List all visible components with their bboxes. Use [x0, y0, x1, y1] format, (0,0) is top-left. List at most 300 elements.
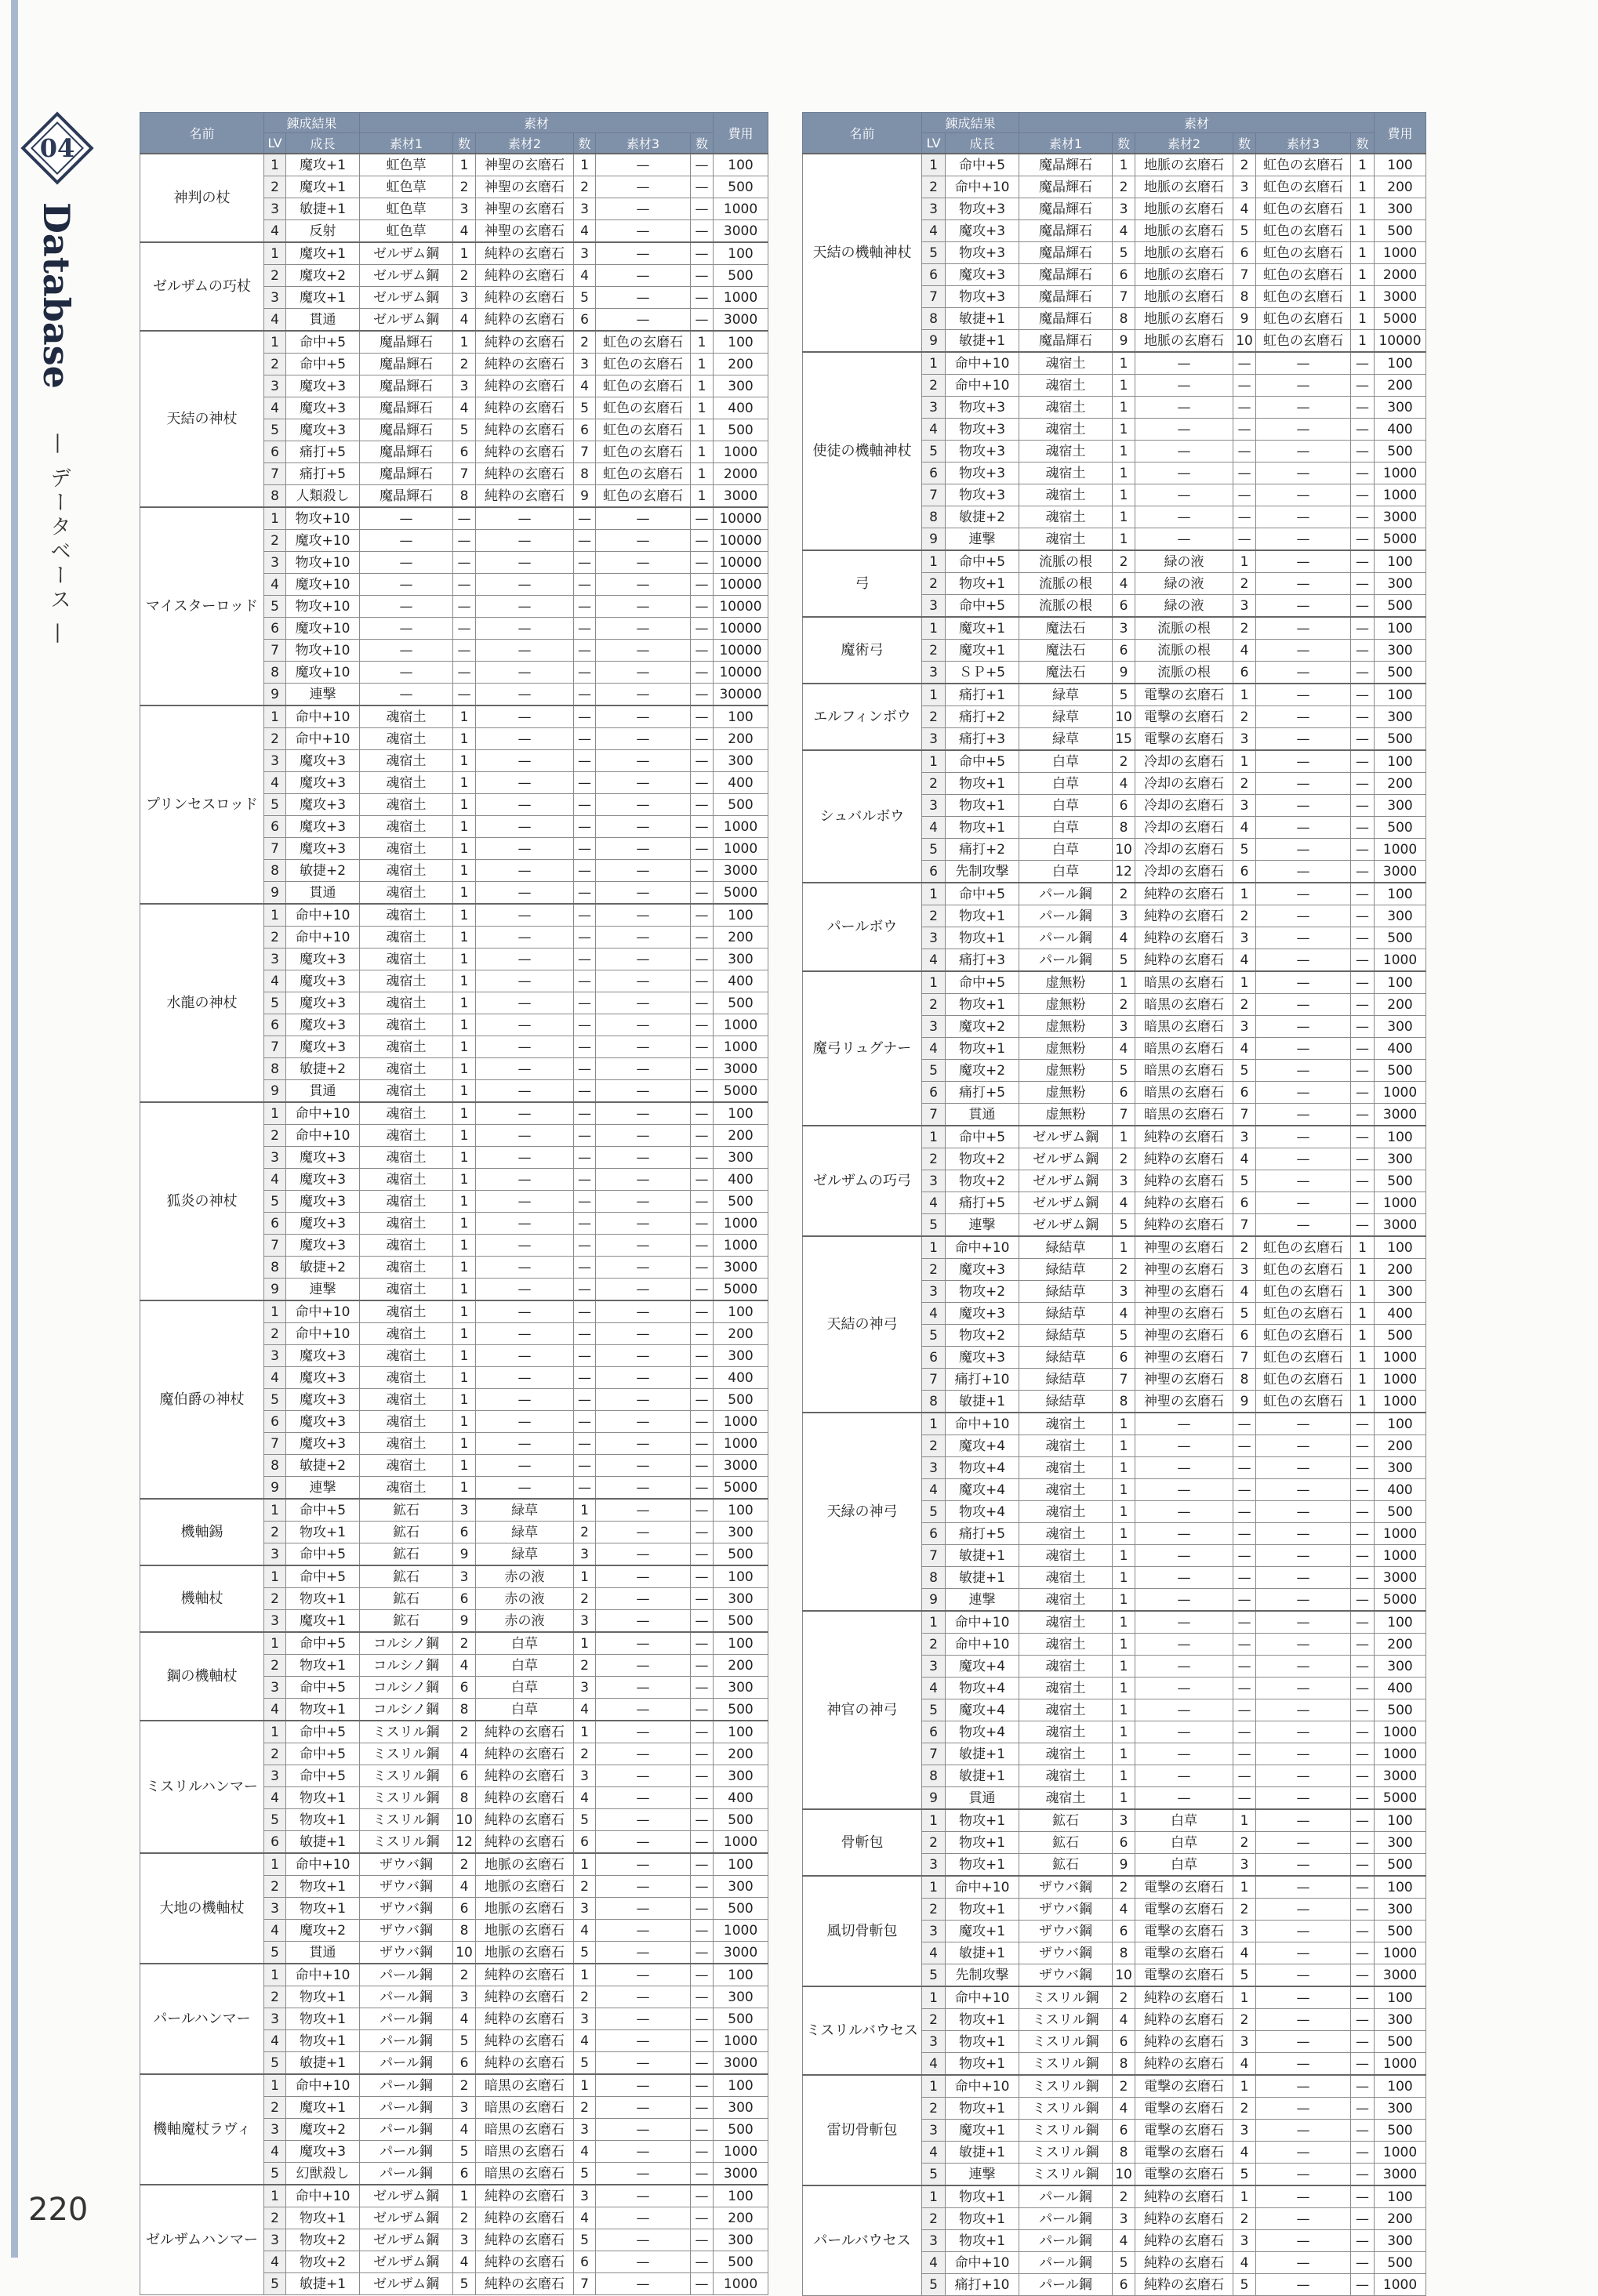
- material2-cell: 地脈の玄磨石: [476, 1853, 574, 1876]
- material3-count-cell: —: [691, 904, 714, 927]
- material2-cell: —: [476, 816, 574, 838]
- cost-cell: 1000: [714, 2273, 768, 2295]
- lv-cell: 5: [264, 2163, 286, 2185]
- material3-cell: —: [596, 860, 691, 882]
- growth-cell: 貫通: [286, 309, 360, 332]
- material3-count-cell: —: [1351, 1678, 1375, 1699]
- material1-cell: 魂宿土: [360, 1102, 453, 1125]
- cost-cell: 1000: [1375, 1743, 1426, 1765]
- growth-cell: 痛打+10: [946, 2274, 1019, 2296]
- material2-count-cell: 7: [574, 441, 596, 463]
- cost-cell: 1000: [1375, 2142, 1426, 2164]
- material1-count-cell: 1: [453, 1367, 476, 1389]
- material3-count-cell: 1: [1351, 264, 1375, 286]
- material1-count-cell: 4: [453, 2008, 476, 2030]
- material3-count-cell: 1: [691, 331, 714, 354]
- header-count: 数: [574, 133, 596, 154]
- cost-cell: 100: [1375, 750, 1426, 773]
- lv-cell: 2: [264, 1743, 286, 1765]
- material2-cell: —: [476, 1191, 574, 1213]
- material1-count-cell: 1: [453, 1477, 476, 1500]
- material2-count-cell: 4: [574, 1699, 596, 1721]
- material1-cell: パール鋼: [360, 2030, 453, 2052]
- cost-cell: 500: [714, 1543, 768, 1566]
- material2-count-cell: 1: [1233, 883, 1256, 905]
- lv-cell: 2: [922, 2009, 946, 2031]
- material2-count-cell: 5: [574, 397, 596, 419]
- material1-cell: 白草: [1019, 750, 1113, 773]
- material3-count-cell: —: [691, 1920, 714, 1942]
- lv-cell: 8: [922, 308, 946, 330]
- material1-cell: 魂宿土: [1019, 397, 1113, 419]
- material2-cell: 神聖の玄磨石: [476, 220, 574, 243]
- item-name-cell: 機軸錫: [140, 1499, 264, 1565]
- growth-cell: 痛打+5: [286, 441, 360, 463]
- material2-count-cell: 7: [574, 2273, 596, 2295]
- material3-count-cell: —: [691, 2052, 714, 2075]
- material3-count-cell: —: [691, 1147, 714, 1169]
- material1-cell: 魔法石: [1019, 640, 1113, 662]
- material1-count-cell: 4: [1113, 1192, 1135, 1214]
- lv-cell: 6: [922, 462, 946, 484]
- material1-cell: ゼルザム鋼: [1019, 1214, 1113, 1237]
- cost-cell: 10000: [714, 662, 768, 684]
- lv-cell: 3: [922, 2031, 946, 2053]
- cost-cell: 100: [1375, 1611, 1426, 1634]
- material3-cell: —: [1256, 484, 1351, 506]
- growth-cell: 命中+10: [946, 352, 1019, 375]
- growth-cell: 魔攻+2: [946, 1016, 1019, 1038]
- material2-count-cell: 1: [574, 1964, 596, 1986]
- table-row: [140, 1632, 768, 1655]
- material3-cell: —: [1256, 2053, 1351, 2076]
- header-lv: LV: [922, 133, 946, 154]
- material1-cell: 魂宿土: [360, 1257, 453, 1279]
- cost-cell: 300: [1375, 198, 1426, 220]
- material1-cell: 魂宿土: [360, 1058, 453, 1080]
- table-row: [803, 1809, 1426, 1832]
- material1-cell: 魂宿土: [360, 1455, 453, 1477]
- material3-cell: —: [1256, 550, 1351, 573]
- material3-count-cell: —: [1351, 1721, 1375, 1743]
- material2-cell: —: [476, 1080, 574, 1103]
- material2-count-cell: 2: [1233, 1236, 1256, 1259]
- material3-cell: —: [596, 1058, 691, 1080]
- cost-cell: 300: [714, 1588, 768, 1610]
- growth-cell: 魔攻+1: [286, 176, 360, 198]
- material3-count-cell: —: [691, 860, 714, 882]
- growth-cell: 痛打+2: [946, 706, 1019, 728]
- growth-cell: 魔攻+1: [286, 242, 360, 265]
- material2-cell: 純粋の玄磨石: [476, 485, 574, 508]
- lv-cell: 5: [922, 2164, 946, 2186]
- cost-cell: 5000: [714, 1477, 768, 1500]
- material2-count-cell: 6: [1233, 242, 1256, 264]
- lv-cell: 9: [922, 1589, 946, 1612]
- material1-count-cell: 1: [453, 970, 476, 992]
- material1-count-cell: 6: [1113, 2031, 1135, 2053]
- lv-cell: 3: [264, 1345, 286, 1367]
- material2-count-cell: —: [1233, 1765, 1256, 1787]
- material1-cell: ミスリル鋼: [360, 1831, 453, 1854]
- lv-cell: 7: [264, 640, 286, 662]
- cost-cell: 3000: [1375, 506, 1426, 528]
- material3-cell: —: [1256, 1809, 1351, 1832]
- growth-cell: 物攻+1: [286, 2207, 360, 2229]
- material3-cell: —: [1256, 1170, 1351, 1192]
- material1-cell: ゼルザム鋼: [1019, 1126, 1113, 1148]
- material1-count-cell: 6: [453, 2163, 476, 2185]
- material3-count-cell: 1: [1351, 220, 1375, 242]
- material3-count-cell: —: [1351, 1589, 1375, 1612]
- cost-cell: 400: [714, 1367, 768, 1389]
- material3-count-cell: —: [1351, 1214, 1375, 1237]
- material2-count-cell: —: [574, 860, 596, 882]
- material3-count-cell: —: [691, 1942, 714, 1964]
- material2-cell: —: [1135, 1413, 1233, 1435]
- material2-cell: 地脈の玄磨石: [1135, 242, 1233, 264]
- lv-cell: 4: [264, 220, 286, 243]
- growth-cell: 物攻+1: [946, 1809, 1019, 1832]
- material2-count-cell: 1: [1233, 2185, 1256, 2208]
- material2-cell: 白草: [476, 1699, 574, 1721]
- material2-count-cell: 1: [1233, 971, 1256, 994]
- lv-cell: 7: [264, 1036, 286, 1058]
- cost-cell: 300: [714, 1522, 768, 1543]
- material3-count-cell: —: [691, 1080, 714, 1103]
- material1-count-cell: 1: [453, 1300, 476, 1323]
- table-row: [803, 617, 1426, 640]
- material2-cell: —: [1135, 352, 1233, 375]
- lv-cell: 6: [922, 264, 946, 286]
- material3-cell: —: [1256, 1656, 1351, 1678]
- growth-cell: 連撃: [946, 528, 1019, 551]
- material2-count-cell: —: [574, 1477, 596, 1500]
- lv-cell: 5: [264, 419, 286, 441]
- material1-cell: 魂宿土: [1019, 1721, 1113, 1743]
- lv-cell: 5: [264, 596, 286, 618]
- material2-cell: 純粋の玄磨石: [476, 2052, 574, 2075]
- cost-cell: 300: [1375, 2098, 1426, 2120]
- growth-cell: 命中+10: [946, 2075, 1019, 2098]
- material3-count-cell: —: [1351, 1545, 1375, 1567]
- growth-cell: 連撃: [286, 1477, 360, 1500]
- material2-count-cell: 2: [1233, 905, 1256, 927]
- material3-count-cell: —: [1351, 595, 1375, 618]
- material1-count-cell: 1: [453, 154, 476, 176]
- material3-count-cell: —: [1351, 750, 1375, 773]
- cost-cell: 1000: [714, 1831, 768, 1854]
- material1-count-cell: 1: [1113, 375, 1135, 397]
- material1-cell: パール鋼: [360, 1986, 453, 2008]
- cost-cell: 400: [1375, 1038, 1426, 1060]
- material2-count-cell: —: [574, 1345, 596, 1367]
- material2-cell: —: [476, 1213, 574, 1235]
- material2-cell: 純粋の玄磨石: [476, 309, 574, 332]
- cost-cell: 300: [1375, 397, 1426, 419]
- material1-count-cell: 4: [453, 2119, 476, 2141]
- material3-cell: —: [596, 1920, 691, 1942]
- cost-cell: 1000: [714, 198, 768, 220]
- material3-count-cell: 1: [691, 375, 714, 397]
- item-name-cell: マイスターロッド: [140, 507, 264, 705]
- material1-cell: 緑草: [1019, 684, 1113, 706]
- material1-cell: ゼルザム鋼: [360, 2229, 453, 2251]
- material3-count-cell: —: [691, 596, 714, 618]
- material2-cell: —: [1135, 375, 1233, 397]
- lv-cell: 1: [922, 154, 946, 176]
- material2-count-cell: 6: [574, 1831, 596, 1854]
- lv-cell: 3: [264, 1765, 286, 1787]
- material3-cell: —: [596, 1169, 691, 1191]
- lv-cell: 6: [264, 816, 286, 838]
- material1-count-cell: 1: [453, 1213, 476, 1235]
- lv-cell: 6: [922, 861, 946, 883]
- cost-cell: 100: [1375, 352, 1426, 375]
- material3-cell: —: [596, 2163, 691, 2185]
- material3-cell: 虹色の玄磨石: [1256, 198, 1351, 220]
- material2-count-cell: —: [574, 1411, 596, 1433]
- material3-cell: —: [1256, 375, 1351, 397]
- material2-count-cell: 2: [574, 331, 596, 354]
- material2-cell: —: [476, 640, 574, 662]
- material2-count-cell: 3: [1233, 2031, 1256, 2053]
- material1-cell: 魂宿土: [360, 1367, 453, 1389]
- material3-count-cell: 1: [1351, 1369, 1375, 1391]
- material3-cell: —: [1256, 1634, 1351, 1656]
- material1-cell: 魂宿土: [360, 750, 453, 772]
- material3-cell: —: [1256, 1942, 1351, 1964]
- growth-cell: 物攻+1: [286, 1986, 360, 2008]
- growth-cell: 連撃: [946, 1214, 1019, 1237]
- material3-count-cell: 1: [691, 485, 714, 508]
- material3-cell: —: [596, 1588, 691, 1610]
- material2-cell: 純粋の玄磨石: [1135, 2208, 1233, 2230]
- growth-cell: 命中+5: [286, 1499, 360, 1522]
- header-growth: 成長: [946, 133, 1019, 154]
- material3-count-cell: —: [691, 265, 714, 287]
- growth-cell: 命中+5: [286, 1765, 360, 1787]
- material2-cell: 電撃の玄磨石: [1135, 2098, 1233, 2120]
- material2-cell: —: [476, 530, 574, 552]
- material3-cell: —: [596, 750, 691, 772]
- growth-cell: 物攻+2: [946, 1281, 1019, 1303]
- material2-count-cell: —: [574, 1014, 596, 1036]
- lv-cell: 3: [922, 795, 946, 817]
- material2-cell: 神聖の玄磨石: [476, 154, 574, 176]
- cost-cell: 3000: [714, 1455, 768, 1477]
- material2-cell: —: [476, 1455, 574, 1477]
- material1-count-cell: 8: [453, 1787, 476, 1809]
- material3-count-cell: —: [1351, 2009, 1375, 2031]
- material3-cell: —: [596, 242, 691, 265]
- header-cost: 費用: [714, 113, 768, 154]
- material1-count-cell: 1: [453, 242, 476, 265]
- material2-count-cell: 5: [574, 2052, 596, 2075]
- growth-cell: 魔攻+3: [946, 264, 1019, 286]
- material1-count-cell: 2: [1113, 2075, 1135, 2098]
- material2-count-cell: 2: [1233, 1899, 1256, 1921]
- material1-count-cell: —: [453, 662, 476, 684]
- cost-cell: 100: [714, 1964, 768, 1986]
- material1-cell: ゼルザム鋼: [360, 309, 453, 332]
- lv-cell: 4: [922, 2142, 946, 2164]
- lv-cell: 3: [922, 728, 946, 751]
- material2-cell: 純粋の玄磨石: [476, 242, 574, 265]
- material3-cell: —: [1256, 441, 1351, 462]
- cost-cell: 100: [714, 1300, 768, 1323]
- material2-cell: —: [1135, 1435, 1233, 1457]
- growth-cell: 魔攻+1: [946, 1921, 1019, 1942]
- material1-cell: 魂宿土: [360, 1125, 453, 1147]
- material1-count-cell: 1: [453, 1389, 476, 1411]
- cost-cell: 200: [714, 2207, 768, 2229]
- lv-cell: 3: [264, 2229, 286, 2251]
- growth-cell: 命中+5: [946, 883, 1019, 905]
- material1-cell: 魂宿土: [1019, 1787, 1113, 1810]
- material1-count-cell: 4: [1113, 1899, 1135, 1921]
- material1-count-cell: 6: [1113, 1347, 1135, 1369]
- material3-cell: —: [596, 1191, 691, 1213]
- material3-cell: —: [1256, 949, 1351, 972]
- material3-count-cell: —: [1351, 861, 1375, 883]
- material3-cell: —: [596, 1411, 691, 1433]
- material2-count-cell: 3: [1233, 176, 1256, 198]
- material2-count-cell: 6: [1233, 1325, 1256, 1347]
- material2-count-cell: 5: [574, 1809, 596, 1831]
- lv-cell: 4: [264, 574, 286, 596]
- material2-count-cell: 5: [1233, 2164, 1256, 2186]
- material2-cell: 地脈の玄磨石: [1135, 198, 1233, 220]
- cost-cell: 300: [714, 750, 768, 772]
- material2-count-cell: —: [1233, 1523, 1256, 1545]
- growth-cell: 魔攻+3: [286, 1433, 360, 1455]
- material1-cell: 虚無粉: [1019, 1082, 1113, 1104]
- material1-cell: ミスリル鋼: [1019, 2075, 1113, 2098]
- cost-cell: 3000: [714, 1942, 768, 1964]
- growth-cell: 物攻+1: [286, 1522, 360, 1543]
- material3-cell: —: [1256, 2075, 1351, 2098]
- lv-cell: 8: [264, 1257, 286, 1279]
- material1-count-cell: 1: [1113, 1765, 1135, 1787]
- material3-cell: —: [1256, 728, 1351, 751]
- cost-cell: 300: [1375, 1457, 1426, 1479]
- lv-cell: 2: [264, 1323, 286, 1345]
- cost-cell: 100: [714, 1102, 768, 1125]
- material1-count-cell: 1: [1113, 441, 1135, 462]
- cost-cell: 100: [1375, 1876, 1426, 1899]
- cost-cell: 100: [714, 2185, 768, 2207]
- material3-cell: —: [596, 1831, 691, 1854]
- growth-cell: 連撃: [286, 1279, 360, 1301]
- material1-count-cell: 12: [453, 1831, 476, 1854]
- material1-count-cell: 2: [1113, 1259, 1135, 1281]
- material2-cell: 電撃の玄磨石: [1135, 2075, 1233, 2098]
- material2-cell: 純粋の玄磨石: [476, 2185, 574, 2207]
- material1-count-cell: 3: [453, 2229, 476, 2251]
- cost-cell: 200: [1375, 1259, 1426, 1281]
- material2-count-cell: —: [1233, 1678, 1256, 1699]
- material2-cell: —: [476, 1147, 574, 1169]
- material2-cell: 冷却の玄磨石: [1135, 839, 1233, 861]
- growth-cell: 魔攻+3: [286, 375, 360, 397]
- material3-cell: —: [596, 618, 691, 640]
- growth-cell: 物攻+2: [946, 1170, 1019, 1192]
- material2-cell: 白草: [476, 1632, 574, 1655]
- material2-cell: —: [476, 1279, 574, 1301]
- material3-cell: —: [1256, 1721, 1351, 1743]
- cost-cell: 300: [1375, 2009, 1426, 2031]
- lv-cell: 5: [264, 1191, 286, 1213]
- material2-count-cell: —: [574, 1080, 596, 1103]
- lv-cell: 3: [264, 1898, 286, 1920]
- material2-count-cell: 5: [1233, 1303, 1256, 1325]
- material1-count-cell: —: [453, 574, 476, 596]
- material2-count-cell: 3: [574, 1543, 596, 1566]
- material2-cell: 電撃の玄磨石: [1135, 2120, 1233, 2142]
- material1-cell: パール鋼: [1019, 2230, 1113, 2252]
- material1-cell: 魔晶輝石: [1019, 264, 1113, 286]
- material3-count-cell: —: [691, 1632, 714, 1655]
- material1-count-cell: 6: [1113, 1832, 1135, 1854]
- lv-cell: 2: [264, 2207, 286, 2229]
- lv-cell: 2: [264, 530, 286, 552]
- material1-cell: ミスリル鋼: [1019, 2009, 1113, 2031]
- material2-count-cell: 4: [1233, 1038, 1256, 1060]
- material2-cell: 緑の液: [1135, 595, 1233, 618]
- cost-cell: 500: [714, 2008, 768, 2030]
- material2-cell: 純粋の玄磨石: [476, 1743, 574, 1765]
- material3-count-cell: —: [691, 1213, 714, 1235]
- growth-cell: 人類殺し: [286, 485, 360, 508]
- cost-cell: 30000: [714, 684, 768, 706]
- material2-cell: —: [476, 728, 574, 750]
- growth-cell: 物攻+1: [946, 2185, 1019, 2208]
- material1-cell: 白草: [1019, 817, 1113, 839]
- material3-cell: —: [1256, 2274, 1351, 2296]
- material2-cell: 冷却の玄磨石: [1135, 817, 1233, 839]
- lv-cell: 3: [922, 1016, 946, 1038]
- cost-cell: 1000: [714, 816, 768, 838]
- material2-cell: —: [476, 552, 574, 574]
- material1-cell: ザウバ鋼: [1019, 1942, 1113, 1964]
- material3-cell: —: [596, 1853, 691, 1876]
- material1-count-cell: 8: [1113, 1942, 1135, 1964]
- material1-count-cell: 1: [453, 992, 476, 1014]
- material3-count-cell: —: [691, 507, 714, 530]
- growth-cell: 命中+10: [286, 927, 360, 949]
- material2-cell: 緑草: [476, 1522, 574, 1543]
- material1-cell: 魔晶輝石: [1019, 330, 1113, 353]
- material1-count-cell: 1: [1113, 1743, 1135, 1765]
- material1-count-cell: 9: [1113, 662, 1135, 684]
- material3-count-cell: —: [691, 1300, 714, 1323]
- growth-cell: 物攻+1: [286, 1655, 360, 1677]
- material3-count-cell: —: [1351, 949, 1375, 972]
- lv-cell: 3: [264, 2119, 286, 2141]
- material2-count-cell: —: [574, 1433, 596, 1455]
- growth-cell: 魔攻+3: [286, 816, 360, 838]
- cost-cell: 100: [714, 2074, 768, 2097]
- material2-cell: 純粋の玄磨石: [1135, 1126, 1233, 1148]
- cost-cell: 1000: [1375, 462, 1426, 484]
- cost-cell: 500: [1375, 1060, 1426, 1082]
- material2-count-cell: —: [574, 1058, 596, 1080]
- material1-cell: 白草: [1019, 773, 1113, 795]
- material1-cell: 白草: [1019, 839, 1113, 861]
- lv-cell: 5: [922, 1214, 946, 1237]
- lv-cell: 5: [922, 242, 946, 264]
